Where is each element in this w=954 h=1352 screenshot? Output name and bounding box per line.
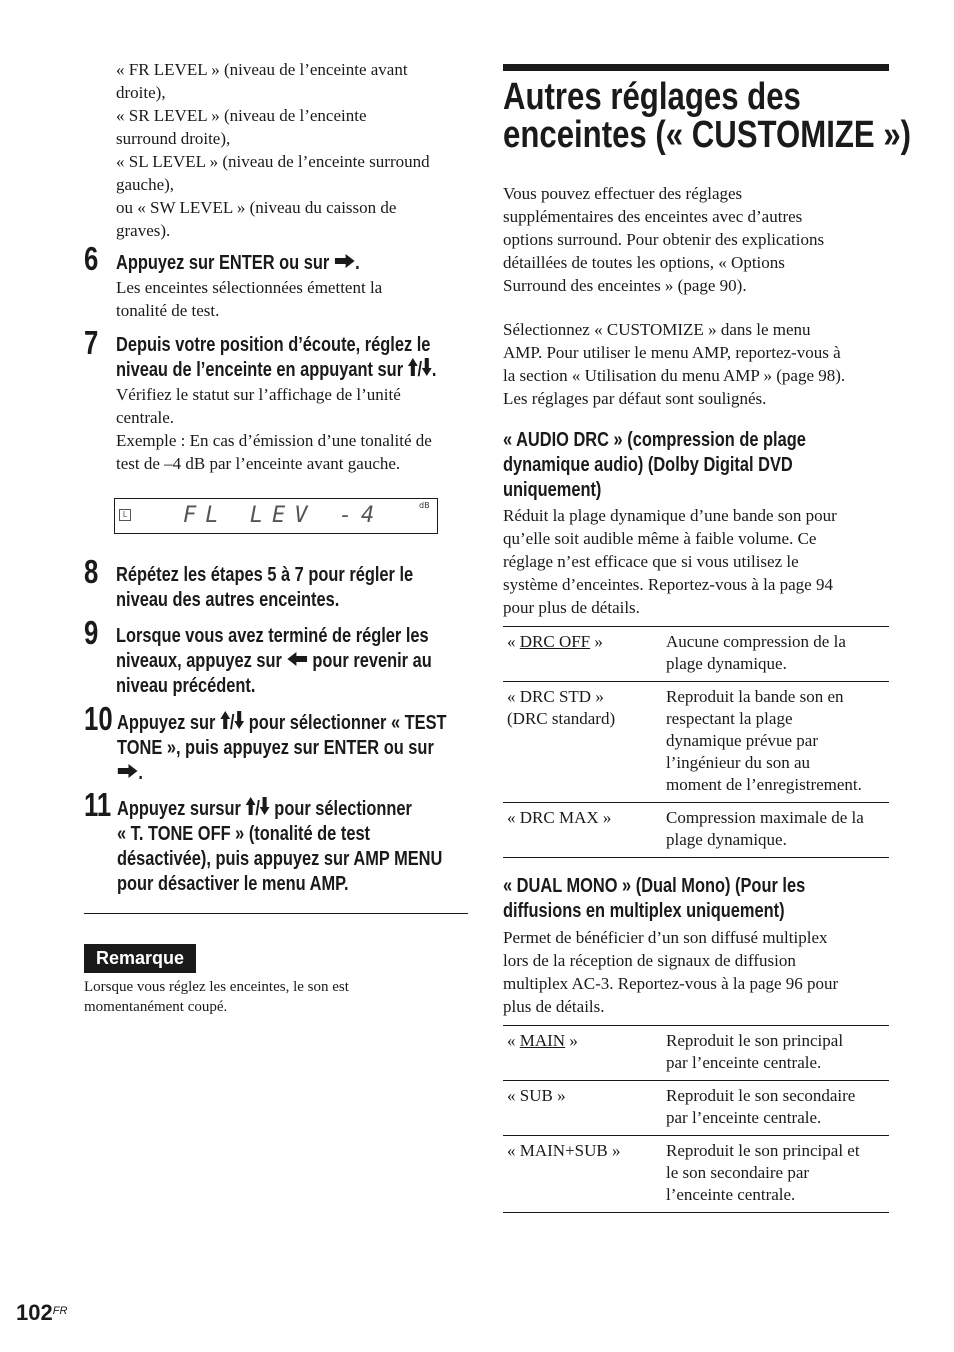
text-line: supplémentaires des enceintes avec d’autres [503, 207, 803, 226]
arrow-up-icon [408, 358, 418, 383]
option-key-default: MAIN [519, 1031, 566, 1050]
step-10-heading-line: . [117, 761, 447, 786]
text-line: Reproduit la bande son en [666, 687, 844, 706]
step-11-heading-line: pour désactiver le menu AMP. [117, 873, 349, 896]
text-line: la section « Utilisation du menu AMP » (page 98). [503, 366, 846, 385]
text-line: « SL LEVEL » (niveau de l’enceinte surround [116, 152, 430, 171]
text-line: Surround des enceintes » (page 90). [503, 276, 747, 295]
step-8-heading [116, 563, 413, 613]
step-10-heading-text: Appuyez sur [117, 712, 216, 734]
step-number-9: 9 [84, 614, 99, 651]
step-number-6: 6 [84, 240, 99, 277]
text-line: lors de la réception de signaux de diffusion [503, 951, 796, 970]
arrow-up-icon [246, 797, 256, 822]
text-line: Compression maximale de la [666, 808, 864, 827]
heading-line: « DUAL MONO » (Dual Mono) (Pour les [503, 875, 806, 897]
arrow-down-icon [234, 711, 244, 736]
arrow-left-icon [286, 649, 307, 674]
heading-line: dynamique audio) (Dolby Digital DVD [503, 454, 793, 476]
text-line: momentanément coupé. [84, 999, 228, 1015]
text-line: détaillées de toutes les options, « Options [503, 253, 785, 272]
heading-line: « AUDIO DRC » (compression de plage [503, 429, 806, 451]
step-7-heading-text: niveau de l’enceinte en appuyant sur [116, 359, 404, 381]
text-line: centrale. [116, 408, 175, 427]
text-line: test de –4 dB par l’enceinte avant gauche. [116, 454, 401, 473]
text-line: respectant la plage [666, 709, 793, 728]
text-line: par l’enceinte centrale. [666, 1108, 822, 1127]
table-row [503, 803, 889, 858]
page-number-value: 102 [16, 1300, 53, 1325]
step-7-heading-line: niveau de l’enceinte en appuyant sur / . [116, 358, 436, 383]
step-9-heading-line: Lorsque vous avez terminé de régler les [116, 625, 429, 647]
menu-instructions [503, 318, 893, 410]
step-8-heading-line: niveau des autres enceintes. [116, 589, 340, 611]
step-11-heading-line: « T. TONE OFF » (tonalité de test [117, 823, 371, 846]
text-line: par l’enceinte centrale. [666, 1053, 822, 1072]
arrow-right-icon [334, 251, 355, 276]
option-key: « DRC STD » (DRC standard) [503, 682, 662, 803]
option-key-default: DRC OFF [519, 632, 591, 651]
step-7-heading-line: Depuis votre position d’écoute, réglez le [116, 334, 431, 356]
step-number-11: 11 [84, 786, 112, 823]
page-number [16, 1300, 67, 1326]
text-line: AMP. Pour utiliser le menu AMP, reportez-vous à [503, 343, 841, 362]
text-line: Vous pouvez effectuer des réglages [503, 184, 743, 203]
arrow-right-icon [117, 761, 138, 786]
table-row [503, 682, 889, 803]
arrow-up-icon [220, 711, 230, 736]
text-line: qu’elle soit audible même à faible volume. Ce [503, 529, 817, 548]
table-row [503, 1026, 889, 1081]
text-line: pour plus de détails. [503, 598, 640, 617]
step-11-heading-line: Appuyez sursur / pour sélectionner [117, 797, 442, 822]
step-6-heading: Appuyez sur ENTER ou sur . [116, 251, 360, 276]
text-line: l’enceinte centrale. [666, 1185, 796, 1204]
text-line: multiplex AC-3. Reportez-vous à la page 96 pour [503, 974, 839, 993]
table-row [503, 1136, 889, 1213]
table-row [503, 1081, 889, 1136]
step-11-heading-text: Appuyez sursur [117, 798, 241, 820]
text-line: moment de l’enregistrement. [666, 775, 862, 794]
text-line: Exemple : En cas d’émission d’une tonalité de [116, 431, 432, 450]
arrow-down-icon [422, 358, 432, 383]
page-title-line: Autres réglages des [503, 76, 801, 118]
text-line: options surround. Pour obtenir des explications [503, 230, 825, 249]
option-key: « DRC MAX » [503, 803, 662, 858]
step-10-heading-line: Appuyez sur / pour sélectionner « TEST [117, 711, 447, 736]
continued-level-list [116, 58, 476, 242]
dual-mono-description [503, 926, 893, 1018]
option-description [662, 1136, 889, 1213]
front-panel-display [114, 498, 438, 534]
step-6-heading-text: Appuyez sur ENTER ou sur [116, 252, 330, 274]
step-7-body [116, 383, 476, 475]
text-line: Reproduit le son principal et [666, 1141, 860, 1160]
text-line: réglage n’est efficace que si vous utilisez le [503, 552, 799, 571]
text-line: « SR LEVEL » (niveau de l’enceinte [116, 106, 367, 125]
option-key-subtitle: (DRC standard) [507, 709, 616, 728]
text-line: Réduit la plage dynamique d’une bande son pour [503, 506, 837, 525]
dual-mono-heading [503, 874, 805, 924]
dual-mono-options-table [503, 1025, 889, 1213]
option-key-text: DRC STD [519, 687, 592, 706]
step-9-heading-text: niveaux, appuyez sur [116, 650, 282, 672]
step-10-heading [117, 711, 447, 786]
option-description [662, 803, 889, 858]
remark-badge: Remarque [84, 944, 196, 973]
step-9-heading-line [116, 649, 432, 674]
option-key: « MAIN+SUB » [503, 1136, 662, 1213]
step-7-heading [116, 333, 436, 383]
remark-text [84, 977, 474, 1017]
text-line: Sélectionnez « CUSTOMIZE » dans le menu [503, 320, 811, 339]
title-rule [503, 64, 889, 71]
text-line: plage dynamique. [666, 830, 787, 849]
text-line: Vérifiez le statut sur l’affichage de l’unité [116, 385, 401, 404]
text-line: système d’enceintes. Reportez-vous à la page 94 [503, 575, 833, 594]
text-line: gauche), [116, 175, 175, 194]
option-description [662, 1026, 889, 1081]
text-line: Aucune compression de la [666, 632, 846, 651]
step-number-8: 8 [84, 553, 99, 590]
text-line: tonalité de test. [116, 301, 220, 320]
text-line: dynamique prévue par [666, 731, 818, 750]
step-number-10: 10 [84, 700, 113, 737]
audio-drc-heading [503, 428, 806, 503]
text-line: Les enceintes sélectionnées émettent la [116, 278, 383, 297]
text-line: droite), [116, 83, 166, 102]
audio-drc-options-table [503, 626, 889, 858]
audio-drc-description [503, 504, 893, 619]
text-line: plus de détails. [503, 997, 605, 1016]
text-line: graves). [116, 221, 171, 240]
display-indicator: L [119, 509, 131, 521]
section-divider [84, 913, 468, 914]
step-9-heading-line: niveau précédent. [116, 675, 256, 698]
step-11-heading-line: désactivée), puis appuyez sur AMP MENU [117, 848, 443, 871]
step-6-body [116, 276, 476, 322]
option-description [662, 1081, 889, 1136]
text-line: le son secondaire par [666, 1163, 810, 1182]
text-line: plage dynamique. [666, 654, 787, 673]
text-line: Reproduit le son principal [666, 1031, 844, 1050]
page-title-line: enceintes (« CUSTOMIZE ») [503, 114, 912, 156]
text-line: Reproduit le son secondaire [666, 1086, 856, 1105]
step-9-heading [116, 624, 432, 699]
option-key-text: SUB [519, 1086, 553, 1105]
text-line: Lorsque vous réglez les enceintes, le son est [84, 979, 349, 995]
text-line: surround droite), [116, 129, 231, 148]
option-description [662, 682, 889, 803]
option-key-text: MAIN+SUB [519, 1141, 608, 1160]
page-number-suffix: FR [52, 1305, 68, 1317]
step-11-heading-text: pour sélectionner [274, 798, 412, 820]
text-line: Les réglages par défaut sont soulignés. [503, 389, 767, 408]
arrow-down-icon [260, 797, 270, 822]
heading-line: diffusions en multiplex uniquement) [503, 900, 785, 922]
text-line: Permet de bénéficier d’un son diffusé multiplex [503, 928, 828, 947]
step-10-heading-text: pour sélectionner « TEST [248, 712, 447, 734]
page-title [503, 78, 911, 154]
text-line: l’ingénieur du son au [666, 753, 810, 772]
step-10-heading-line: TONE », puis appuyez sur ENTER ou sur [117, 737, 434, 760]
step-11-heading [117, 797, 442, 897]
option-key-text: DRC MAX [519, 808, 599, 827]
display-readout: FL LEV -4 [183, 503, 384, 528]
step-number-7: 7 [84, 324, 99, 361]
display-unit: dB [419, 501, 430, 510]
text-line: « FR LEVEL » (niveau de l’enceinte avant [116, 60, 408, 79]
option-key: « SUB » [503, 1081, 662, 1136]
intro-paragraph [503, 182, 893, 297]
option-key: « DRC OFF » [503, 627, 662, 682]
option-key: « MAIN » [503, 1026, 662, 1081]
text-line: ou « SW LEVEL » (niveau du caisson de [116, 198, 397, 217]
step-9-heading-text: pour revenir au [312, 650, 432, 672]
option-description [662, 627, 889, 682]
table-row [503, 627, 889, 682]
heading-line: uniquement) [503, 479, 602, 501]
step-8-heading-line: Répétez les étapes 5 à 7 pour régler le [116, 564, 414, 586]
